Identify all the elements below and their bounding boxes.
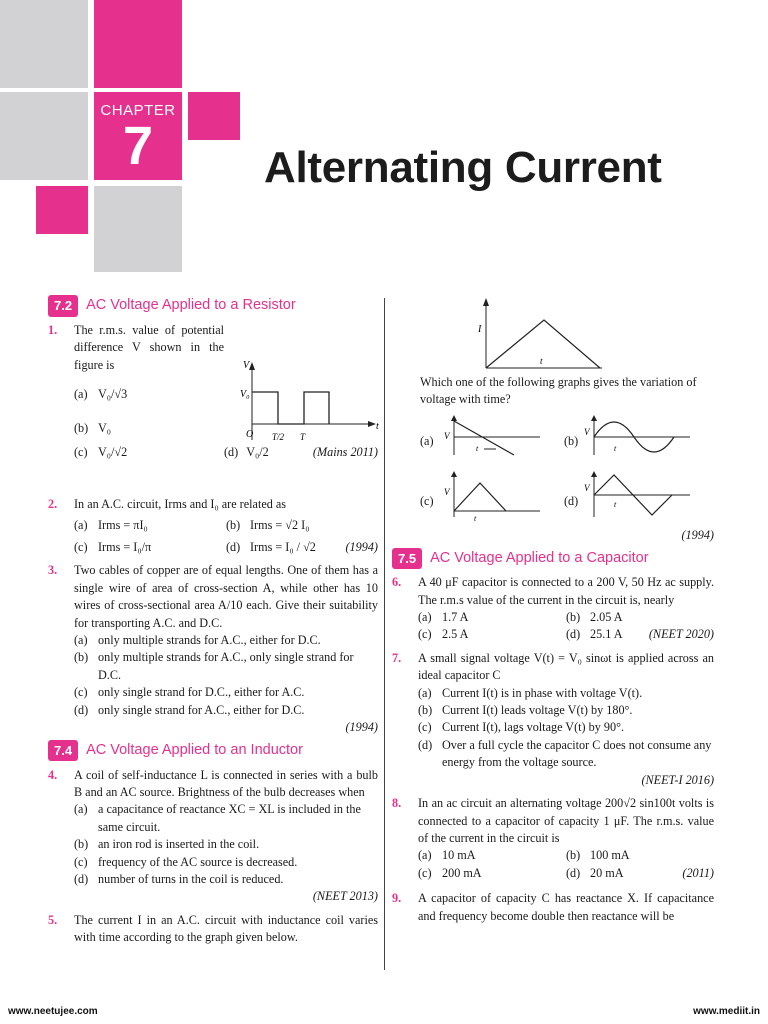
axis-label-t: t — [614, 443, 617, 453]
axis-label-t: t — [474, 513, 477, 523]
option-label: (b) — [566, 848, 581, 863]
question-number: 7. — [392, 650, 402, 665]
question-text: The current I in an A.C. circuit with inductance coil varies with time according to the graph given below. — [74, 912, 378, 945]
option-b: 100 mA — [590, 848, 630, 863]
option-label: (b) — [74, 650, 89, 665]
axis-label-v: V — [584, 426, 590, 437]
question-reference: (NEET-I 2016) — [641, 772, 714, 787]
question-text: In an A.C. circuit, Irms and I₀ are related as — [74, 497, 287, 512]
option-label: (d) — [226, 540, 241, 555]
options-row — [392, 609, 714, 626]
axis-label-v: V — [444, 430, 450, 441]
option — [392, 702, 714, 719]
option-a: only multiple strands for A.C., either for D.C. — [98, 633, 321, 648]
axis-label-v: V — [584, 482, 590, 493]
question-text: A coil of self-inductance L is connected in series with a bulb B and an AC source. Brightness of the bulb decreases when — [74, 767, 378, 799]
question-8 — [392, 795, 714, 847]
option — [48, 632, 378, 649]
option — [48, 801, 378, 836]
option — [392, 719, 714, 736]
option-a: Current I(t) is in phase with voltage V(t). — [442, 685, 643, 700]
tick-label: T/2 — [272, 432, 285, 443]
v0-label: V₀ — [240, 389, 250, 401]
axis-label-t: t — [614, 499, 617, 509]
question-number: 2. — [48, 497, 58, 512]
right-column — [392, 292, 714, 925]
chapter-label: CHAPTER — [100, 102, 176, 119]
question-number: 1. — [48, 323, 58, 337]
question-2 — [48, 496, 378, 513]
option-label: (c) — [418, 865, 432, 880]
option-b: only multiple strands for A.C., only single strand for D.C. — [98, 650, 354, 682]
option-label: (a) — [74, 802, 88, 817]
option-label: (a) — [418, 685, 432, 700]
question-number: 3. — [48, 563, 58, 578]
question-1-body — [48, 360, 379, 496]
option-c: 200 mA — [442, 865, 482, 880]
option-label: (d) — [224, 445, 239, 460]
graph-option-a — [444, 415, 544, 463]
axis-label-t: t — [476, 443, 479, 453]
option-label: (a) — [74, 633, 88, 648]
option — [48, 649, 378, 684]
option-label: (c) — [418, 627, 432, 642]
option — [48, 854, 378, 871]
option-label: (a) — [74, 517, 88, 532]
option-label: (a) — [74, 387, 88, 402]
voltage-graph-options — [392, 409, 714, 527]
question-text: In an ac circuit an alternating voltage 200√2 sin100t volts is connected to a capacitor of capacity 1 μF. The r.m.s. value of the current in the circuit is — [418, 796, 714, 845]
left-column — [48, 292, 378, 947]
option-label: (b) — [74, 837, 89, 852]
option-label: (b) — [418, 703, 433, 718]
options-row — [392, 626, 714, 643]
option-d: Irms = I₀ / √2 — [250, 540, 316, 555]
footer-link-left[interactable]: www.neetujee.com — [8, 1006, 98, 1017]
option-label: (b) — [74, 421, 89, 436]
question-number: 4. — [48, 767, 58, 782]
option-label: (c) — [418, 720, 432, 735]
deco-gray-block — [94, 186, 182, 272]
section-title: AC Voltage Applied to a Resistor — [86, 297, 296, 314]
axis-label-v: V — [444, 486, 450, 497]
tick-label: T — [300, 432, 306, 443]
option-a: Irms = πI₀ — [98, 517, 148, 532]
option-a: a capacitance of reactance XC = XL is included in the same circuit. — [98, 802, 361, 834]
option-d: 25.1 A — [590, 627, 623, 642]
option — [48, 871, 378, 888]
question-text: Two cables of copper are of equal lengths. One of them has a single wire of area of cross-section A, while other has 10 wires of cross-sectional area A/10 each. Give their suitability for transporting A.C. and D.C. — [74, 563, 378, 630]
options-row — [48, 539, 378, 556]
question-number: 9. — [392, 891, 402, 906]
option — [392, 685, 714, 702]
question-number: 6. — [392, 575, 402, 590]
option-a: 10 mA — [442, 848, 476, 863]
question-reference: (1994) — [345, 540, 378, 555]
question-5 — [48, 912, 378, 947]
graph-option-b — [584, 415, 694, 463]
option-c: Current I(t), lags voltage V(t) by 90°. — [442, 720, 625, 735]
question-reference: (NEET 2013) — [312, 889, 378, 904]
graph-option-c — [444, 471, 544, 523]
option-label: (d) — [566, 627, 581, 642]
section-title: AC Voltage Applied to a Capacitor — [430, 549, 649, 566]
option-c: frequency of the AC source is decreased. — [98, 854, 298, 869]
question-6 — [392, 574, 714, 609]
section-7-4 — [48, 739, 378, 763]
chapter-badge — [94, 92, 182, 180]
section-title: AC Voltage Applied to an Inductor — [86, 741, 303, 758]
axis-label-v: V — [243, 360, 250, 372]
option-a: 1.7 A — [442, 610, 469, 625]
question-reference: (1994) — [345, 720, 378, 735]
option-label: (a) — [418, 848, 432, 863]
chapter-number: 7 — [122, 116, 154, 176]
question-text: The r.m.s. value of potential difference V shown in the figure is — [74, 323, 224, 372]
question-9 — [392, 890, 714, 925]
option-c: only single strand for D.C., either for A.C. — [98, 685, 305, 700]
axis-label-t: t — [376, 421, 379, 433]
question-text: A capacitor of capacity C has reactance X. If capacitance and frequency become double then reactance will be — [418, 891, 714, 923]
option-d: only single strand for A.C., either for D.C. — [98, 702, 305, 717]
option-label: (c) — [74, 445, 88, 460]
deco-pink-block — [188, 92, 240, 140]
option-b: V₀ — [98, 421, 112, 436]
axis-label-i: I — [478, 324, 482, 335]
section-7-2 — [48, 294, 378, 318]
square-wave-graph — [232, 360, 382, 446]
option-label: (c) — [74, 854, 88, 869]
section-number: 7.4 — [48, 740, 78, 761]
option-b: Irms = √2 I₀ — [250, 517, 310, 532]
option — [392, 737, 714, 772]
section-number: 7.2 — [48, 295, 78, 316]
question-7 — [392, 650, 714, 685]
options-row — [392, 847, 714, 864]
footer-link-right[interactable]: www.mediit.in — [693, 1006, 760, 1017]
option-d: 20 mA — [590, 865, 624, 880]
column-divider — [384, 298, 385, 970]
option-a: V₀/√3 — [98, 387, 128, 402]
option-c: Irms = I₀/π — [98, 540, 152, 555]
option-label: (d) — [564, 493, 579, 508]
current-triangle-graph — [392, 292, 714, 374]
question-3 — [48, 562, 378, 632]
question-reference: (Mains 2011) — [312, 445, 378, 460]
option-label: (b) — [566, 610, 581, 625]
option-label: (b) — [226, 517, 241, 532]
section-number: 7.5 — [392, 548, 422, 569]
option-c: V₀/√2 — [98, 445, 128, 460]
option-d: number of turns in the coil is reduced. — [98, 871, 284, 886]
option-b: 2.05 A — [590, 610, 623, 625]
option — [48, 836, 378, 853]
option-b: Current I(t) leads voltage V(t) by 180°. — [442, 703, 633, 718]
options-row — [392, 865, 714, 882]
option-label: (d) — [566, 865, 581, 880]
options-row — [48, 517, 378, 534]
question-number: 8. — [392, 796, 402, 811]
question-text: A small signal voltage V(t) = V₀ sinωt is applied across an ideal capacitor C — [418, 650, 714, 683]
option-label: (b) — [564, 433, 579, 448]
option — [48, 684, 378, 701]
option-label: (c) — [74, 685, 88, 700]
deco-pink-block — [36, 186, 88, 234]
option-label: (c) — [74, 540, 88, 555]
option-c: 2.5 A — [442, 627, 469, 642]
section-7-5 — [392, 546, 714, 570]
question-reference: (1994) — [681, 527, 714, 542]
page-title: Alternating Current — [264, 143, 662, 192]
option-label: (a) — [418, 610, 432, 625]
question-text: A 40 μF capacitor is connected to a 200 V, 50 Hz ac supply. The r.m.s value of the current in the circuit is, nearly — [418, 575, 714, 607]
option-label: (d) — [74, 702, 89, 717]
option-label: (a) — [420, 433, 434, 448]
option-label: (c) — [420, 493, 434, 508]
option-label: (d) — [418, 737, 433, 752]
deco-gray-block — [0, 92, 88, 180]
axis-label-t: t — [540, 356, 543, 366]
option-d: V₀/2 — [246, 445, 269, 460]
question-number: 5. — [48, 912, 58, 927]
question-reference: (NEET 2020) — [648, 627, 714, 642]
option-label: (d) — [74, 871, 89, 886]
option-d: Over a full cycle the capacitor C does not consume any energy from the voltage source. — [442, 737, 712, 770]
option-b: an iron rod is inserted in the coil. — [98, 837, 260, 852]
question-4 — [48, 767, 378, 802]
deco-gray-block — [0, 0, 88, 88]
origin-label: O — [246, 429, 254, 441]
option — [48, 702, 378, 719]
question-text: Which one of the following graphs gives the variation of voltage with time? — [420, 375, 697, 407]
graph-option-d — [584, 471, 694, 523]
question-reference: (2011) — [682, 865, 714, 880]
deco-pink-block — [94, 0, 182, 88]
